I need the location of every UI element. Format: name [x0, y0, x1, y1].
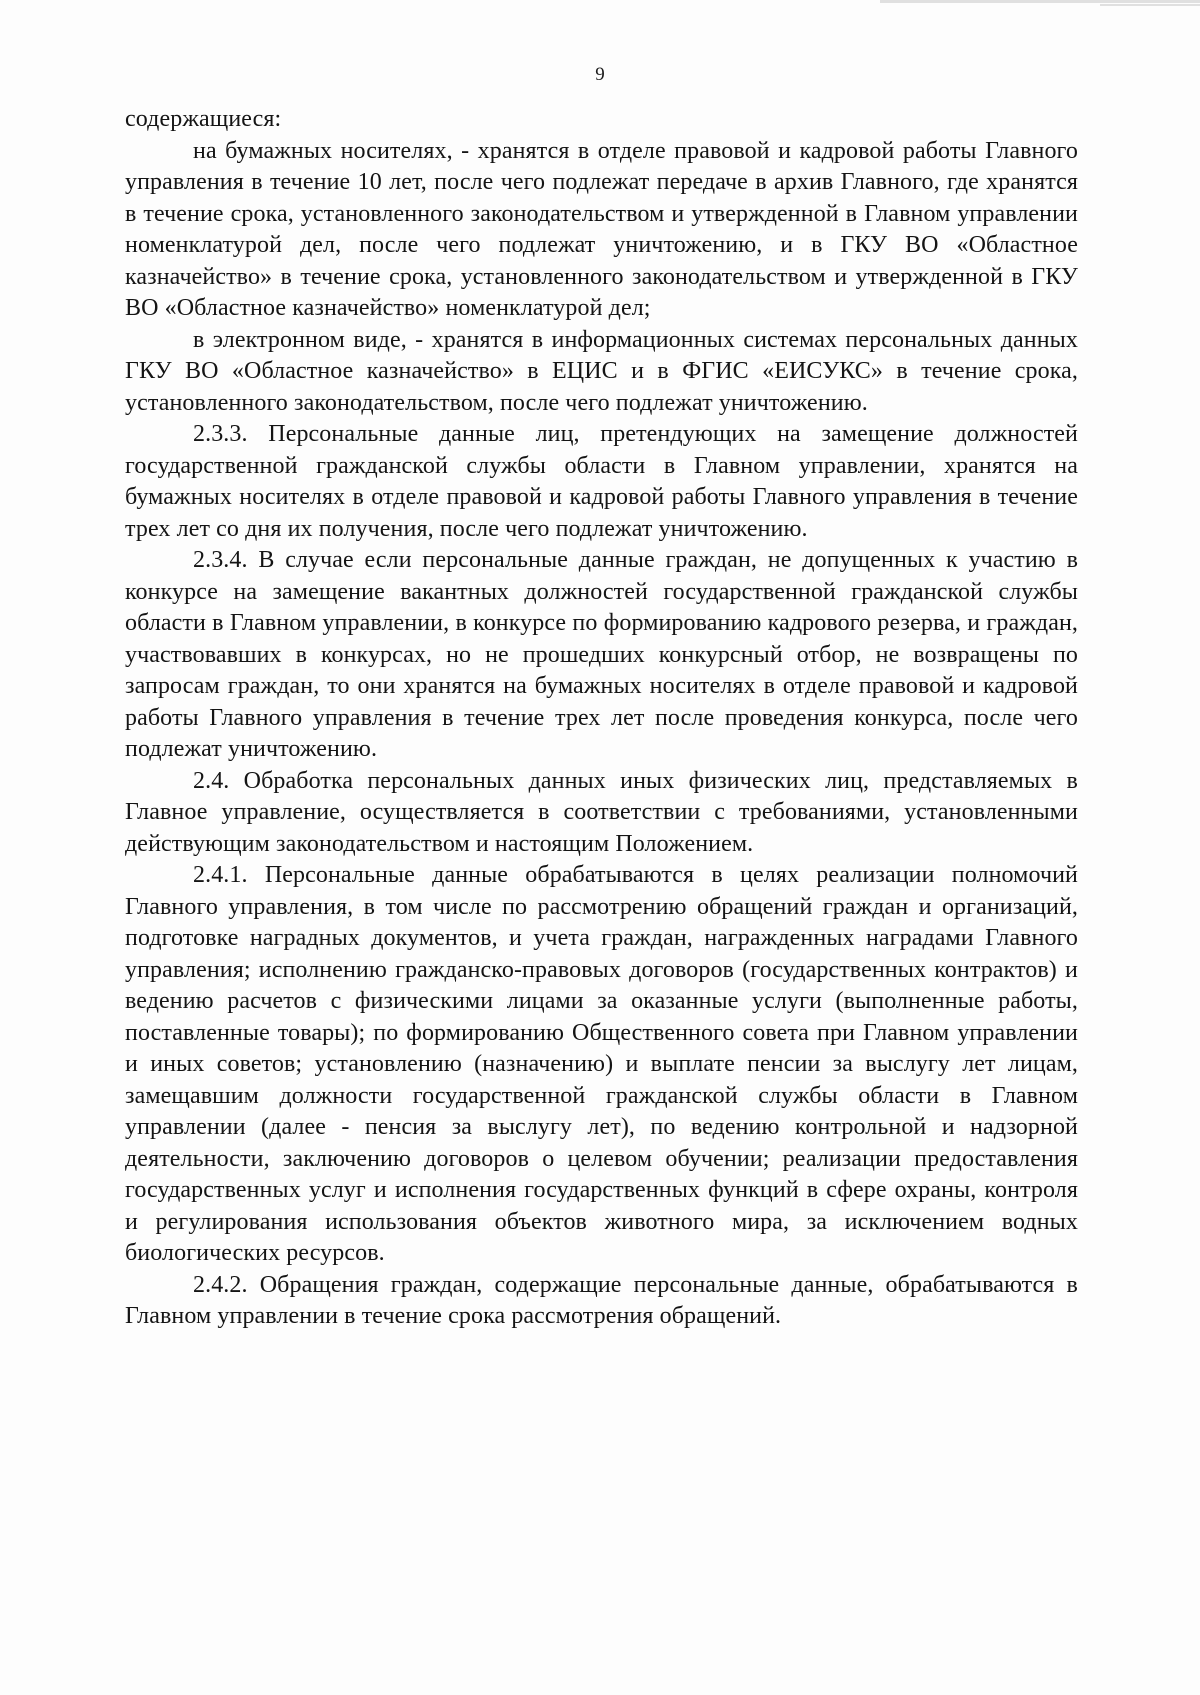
paragraph: 2.4. Обработка персональных данных иных физических лиц, представляемых в Главное управление, осуществляется в соответствии с требованиями, установленными действующим законодательством и настоящим Положением.	[125, 767, 1078, 857]
paragraph: на бумажных носителях, - хранятся в отделе правовой и кадровой работы Главного управления в течение 10 лет, после чего подлежат передаче в архив Главного, где хранятся в течение срока, установленного законодательством и утвержденной в Главном управлении номенклатурой дел, после чего подлежат уничтожению, и в ГКУ ВО «Областное казначейство» в течение срока, установленного законодательством и утвержденной в ГКУ ВО «Областное казначейство» номенклатурой дел;	[125, 137, 1078, 321]
scan-artifact	[880, 0, 1200, 3]
paragraph: в электронном виде, - хранятся в информационных системах персональных данных ГКУ ВО «Областное казначейство» в ЕЦИС и в ФГИС «ЕИСУКС» в течение срока, установленного законодательством, после чего подлежат уничтожению.	[125, 326, 1078, 416]
document-body	[125, 104, 1078, 1333]
paragraph: 2.4.2. Обращения граждан, содержащие персональные данные, обрабатываются в Главном управлении в течение срока рассмотрения обращений.	[125, 1271, 1078, 1329]
paragraph: 2.3.4. В случае если персональные данные граждан, не допущенных к участию в конкурсе на замещение вакантных должностей государственной гражданской службы области в Главном управлении, в конкурсе по формированию кадрового резерва, и граждан, участвовавших в конкурсах, но не прошедших конкурсный отбор, не возвращены по запросам граждан, то они хранятся на бумажных носителях в отделе правовой и кадровой работы Главного управления в течение трех лет после проведения конкурса, после чего подлежат уничтожению.	[125, 547, 1078, 762]
paragraph: содержащиеся:	[125, 106, 282, 132]
paragraph: 2.4.1. Персональные данные обрабатываются в целях реализации полномочий Главного управления, в том числе по рассмотрению обращений граждан и организаций, подготовке наградных документов, и учета граждан, награжденных наградами Главного управления; исполнению гражданско-правовых договоров (государственных контрактов) и ведению расчетов с физическими лицами за оказанные услуги (выполненные работы, поставленные товары); по формированию Общественного совета при Главном управлении и иных советов; установлению (назначению) и выплате пенсии за выслугу лет лицам, замещавшим должности государственной гражданской службы области в Главном управлении (далее - пенсия за выслугу лет), по ведению контрольной и надзорной деятельности, заключению договоров о целевом обучении; реализации предоставления государственных услуг и исполнения государственных функций в сфере охраны, контроля и регулирования использования объектов животного мира, за исключением водных биологических ресурсов.	[125, 862, 1078, 1266]
page-number: 9	[595, 64, 605, 85]
scan-artifact	[1100, 4, 1200, 6]
paragraph: 2.3.3. Персональные данные лиц, претендующих на замещение должностей государственной гражданской службы области в Главном управлении, хранятся на бумажных носителях в отделе правовой и кадровой работы Главного управления в течение трех лет со дня их получения, после чего подлежат уничтожению.	[125, 421, 1078, 542]
